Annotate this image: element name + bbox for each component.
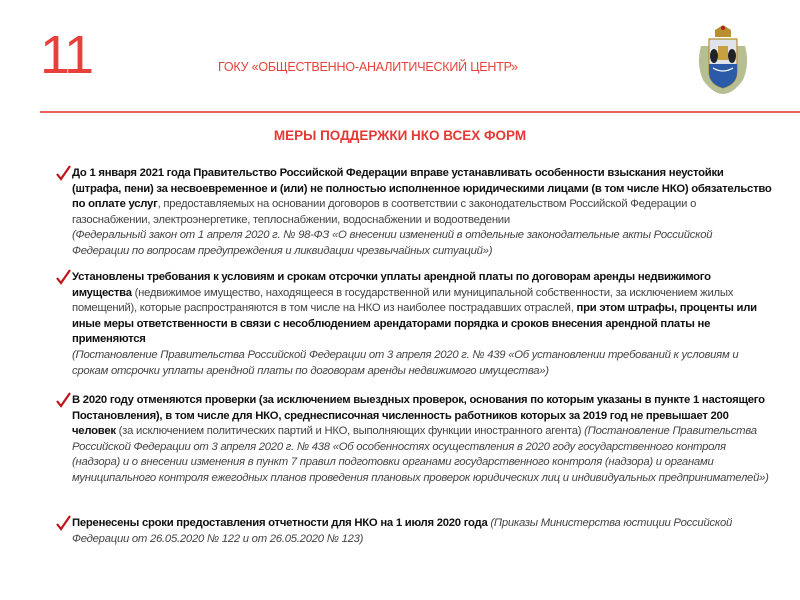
measure-item (72, 270, 772, 379)
item-citation: (Постановление Правительства Российской Федерации от 3 апреля 2020 г. № 438 «Об особенностях осуществления в 2020 году государственного контроля (надзора) и о внесении изменения в пункт 7 правил подготовки органами государственного контроля (надзора) и органами муниципального контроля ежегодных планов проведения плановых проверок юридических лиц и индивидуальных предпринимателей») (72, 425, 769, 484)
measure-item (72, 393, 772, 487)
item-bold-text: В 2020 году отменяются проверки (за исключением выездных проверок, основания по которым указаны в пункте 1 настоящего Постановления), в том числе для НКО, среднесписочная численность работников которых за 2019 год не превышает 200 человек (72, 394, 765, 438)
item-text: , предоставляемых на основании договоров в соответствии с законодательством Российской Федерации о газоснабжении, электроэнергетике, теплоснабжении, водоснабжении и водоотведении (72, 198, 697, 226)
checkmark-icon (55, 269, 71, 285)
checkmark-icon (55, 392, 71, 408)
item-citation: (Приказы Министерства юстиции Российской Федерации от 26.05.2020 № 122 и от 26.05.2020 № 123) (72, 517, 733, 545)
organization-name: ГОКУ «ОБЩЕСТВЕННО-АНАЛИТИЧЕСКИЙ ЦЕНТР» (218, 60, 518, 74)
checkmark-icon (55, 165, 71, 181)
header-divider (40, 111, 800, 113)
item-bold-text: Перенесены сроки предоставления отчетности для НКО на 1 июля 2020 года (72, 517, 488, 529)
item-bold-text: Установлены требования к условиям и срокам отсрочки уплаты арендной платы по договорам аренды недвижимого имущества (72, 271, 711, 299)
coat-of-arms-icon (693, 24, 753, 96)
item-bold-text: До 1 января 2021 года Правительство Российской Федерации вправе устанавливать особенности взыскания неустойки (штрафа, пени) за несвоевременное и (или) не полностью исполненное юридическими лицами (в том числе НКО) обязательство по оплате услуг (72, 167, 772, 211)
item-citation: (Федеральный закон от 1 апреля 2020 г. № 98-ФЗ «О внесении изменений в отдельные законодательные акты Российской Федерации по вопросам предупреждения и ликвидации чрезвычайных ситуаций») (72, 229, 713, 257)
item-bold-text: при этом штрафы, проценты или иные меры ответственности в связи с несоблюдением арендаторами порядка и сроков внесения арендной платы не применяются (72, 302, 757, 346)
item-text: (за исключением политических партий и НКО, выполняющих функции иностранного агента) (115, 425, 585, 438)
measure-item (72, 166, 772, 260)
measure-item (72, 516, 772, 547)
page-title: МЕРЫ ПОДДЕРЖКИ НКО ВСЕХ ФОРМ (273, 128, 527, 143)
checkmark-icon (55, 515, 71, 531)
item-text: (недвижимое имущество, находящееся в государственной или муниципальной собственности, за исключением жилых помещений), которые распространяются в том числе на НКО из наиболее пострадавших отраслей, (72, 286, 734, 315)
item-citation: (Постановление Правительства Российской Федерации от 3 апреля 2020 г. № 439 «Об установлении требований к условиям и срокам отсрочки уплаты арендной платы по договорам аренды недвижимого имущества») (72, 348, 739, 377)
slide-number: 11 (40, 25, 93, 85)
